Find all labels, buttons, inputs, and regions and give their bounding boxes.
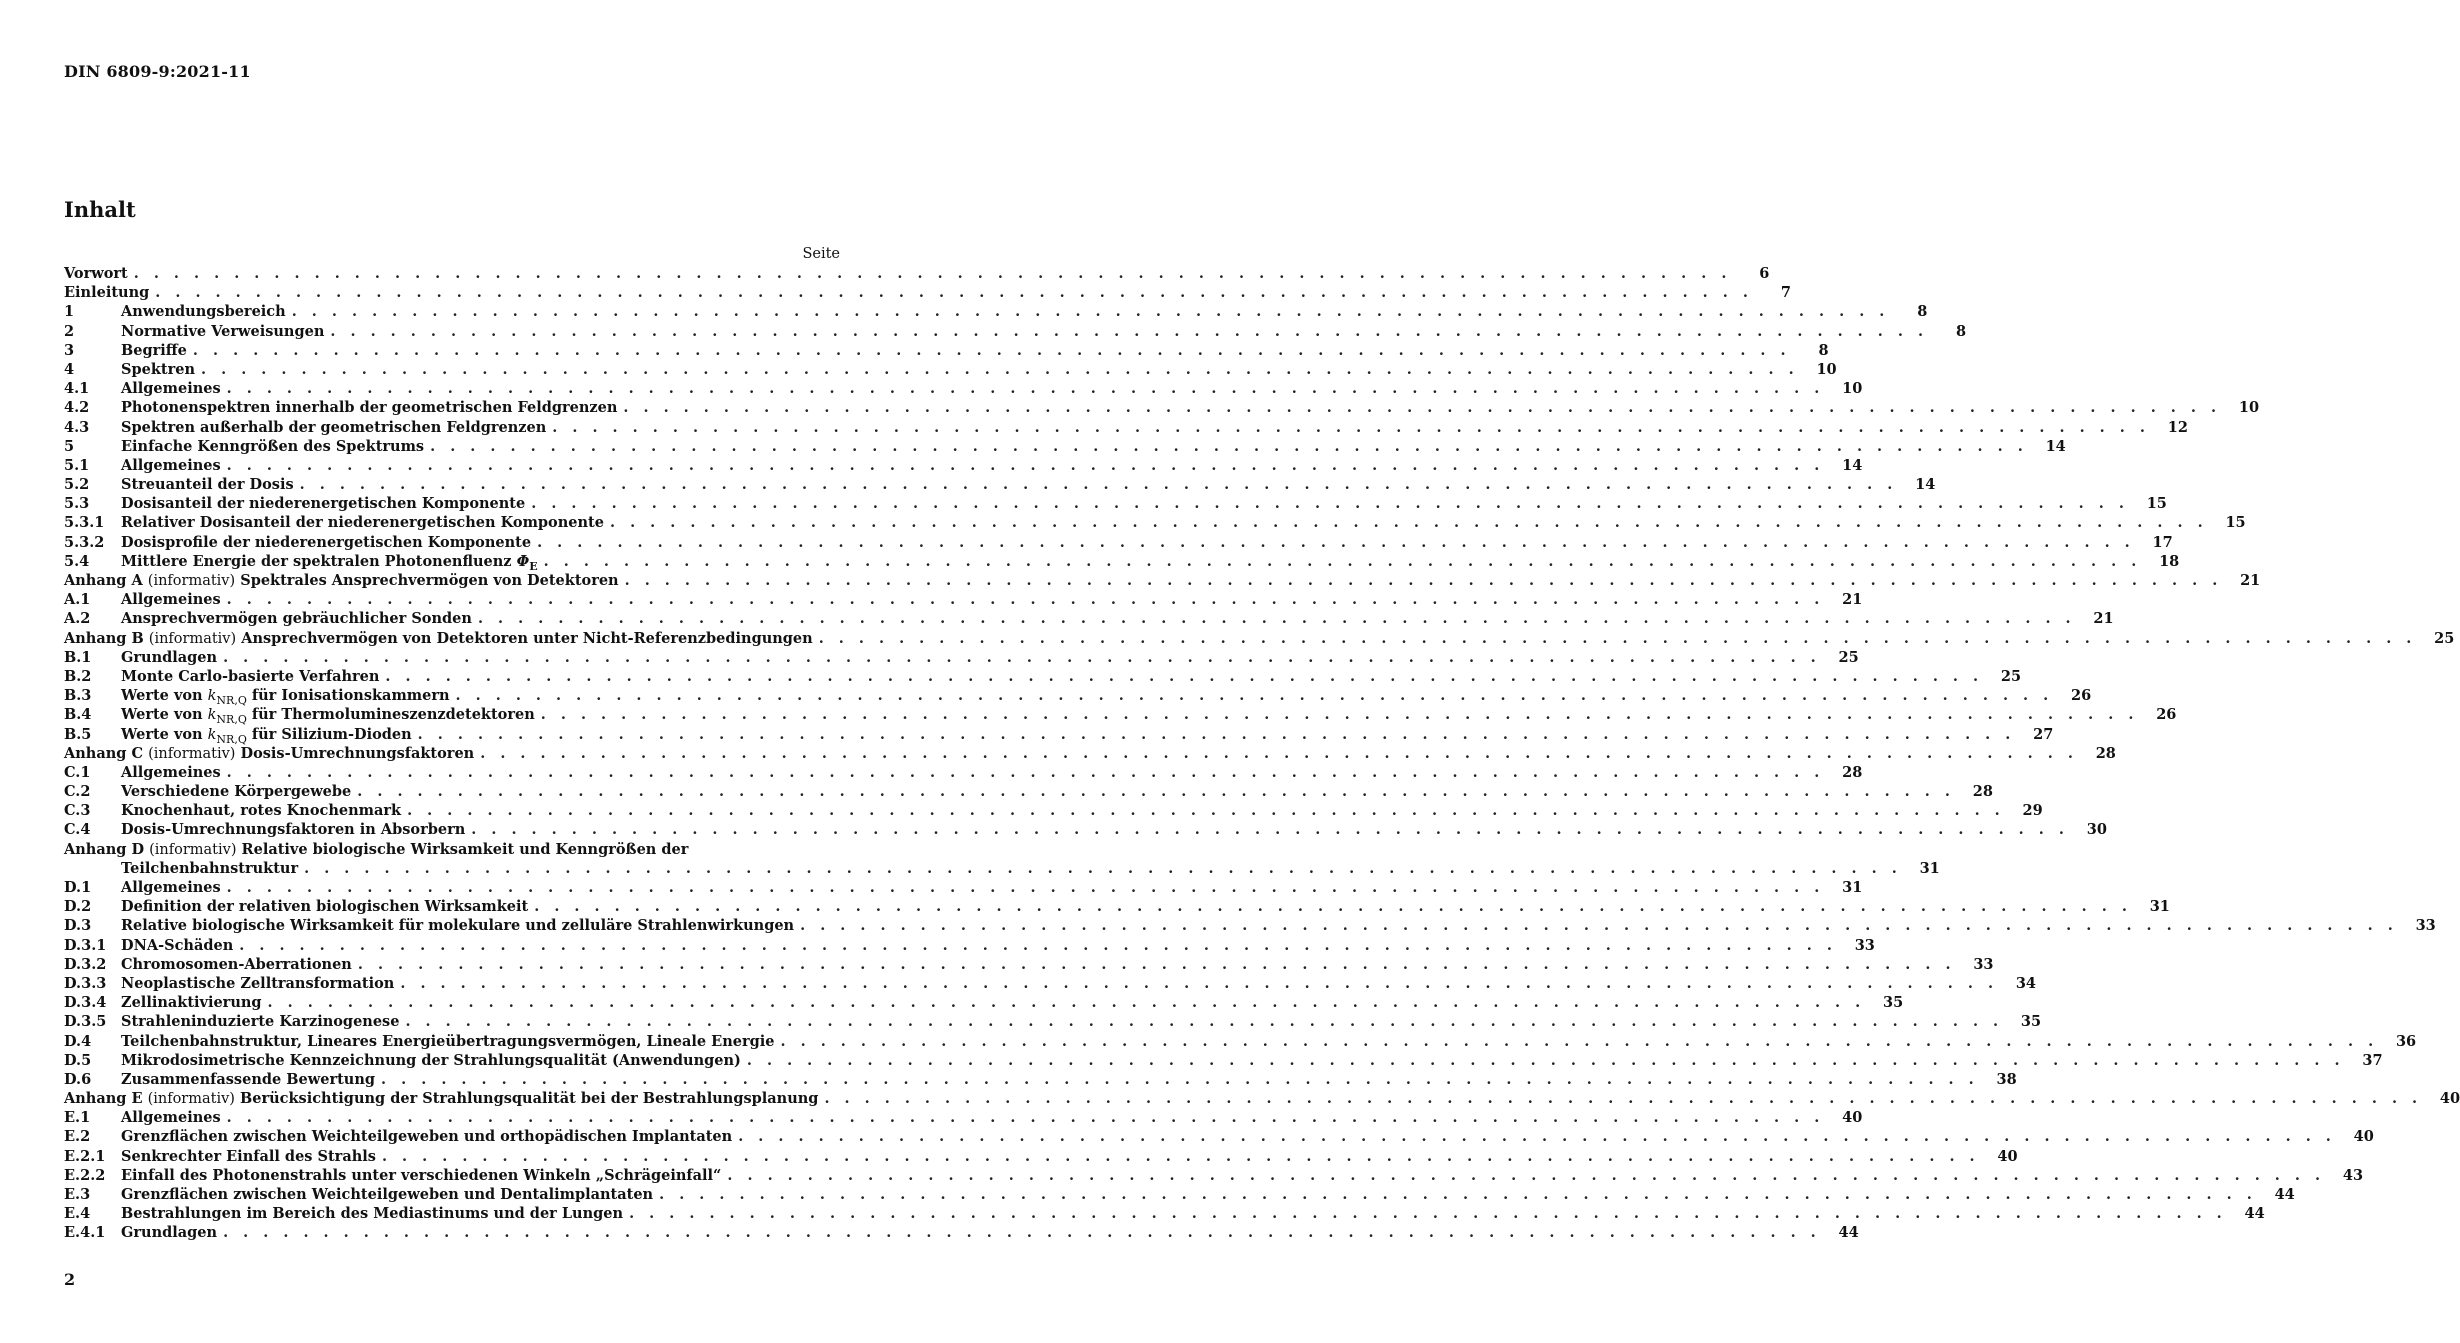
toc-page-number: 40 (1997, 1147, 2018, 1165)
annex-informativ: (informativ) (149, 841, 237, 858)
toc-entry[interactable] (64, 897, 2170, 916)
toc-entry-title (64, 571, 619, 591)
toc-entry-title: Begriffe (121, 341, 187, 359)
toc-entry-number: D.3.2 (64, 955, 107, 973)
toc-page-number: 26 (2156, 706, 2177, 724)
toc-entry-title: Vorwort (64, 265, 128, 282)
toc-entry-number: E.2.2 (64, 1166, 106, 1184)
toc-entry[interactable] (64, 763, 1863, 782)
toc-entry[interactable] (64, 322, 1967, 341)
toc-entry-title: Grundlagen (121, 648, 218, 666)
toc-entry[interactable] (64, 993, 1904, 1012)
toc-page-number: 15 (2225, 514, 2246, 532)
annex-informativ: (informativ) (147, 1091, 235, 1108)
toc-entry-number: B.5 (64, 725, 92, 743)
toc-page-number: 17 (2152, 533, 2173, 551)
toc-entry[interactable] (64, 955, 1994, 974)
toc-entry-number: D.3.5 (64, 1013, 107, 1031)
toc-entry-title: Grenzflächen zwischen Weichteilgeweben und orthopädischen Implantaten (121, 1128, 733, 1146)
toc-page-number: 31 (2149, 898, 2170, 916)
toc-entry-title: Senkrechter Einfall des Strahls (121, 1147, 376, 1165)
title-suffix: für Ionisationskammern (246, 687, 450, 705)
toc-page-number: 44 (2274, 1186, 2295, 1203)
document-id: DIN 6809-9:2021-11 (64, 62, 251, 81)
toc-entry[interactable] (64, 418, 2188, 437)
leader-dots: . . . . . . . . . . . . . . . . . . . . . . . . . . . . . . . . . . . . . . . . . . . . . . . . . . . . . . . . . . . . . . . . . . . . . . . . . . . . . . . . (477, 610, 2076, 628)
toc-entry[interactable] (64, 1185, 2295, 1204)
toc-entry-number: 5.3.1 (64, 514, 105, 532)
toc-entry-title (64, 744, 474, 764)
toc-entry-number: B.2 (64, 667, 92, 685)
leader-dots: . . . . . . . . . . . . . . . . . . . . . . . . . . . . . . . . . . . . . . . . . . . . . . . . . . . . . . . . . . . . . . . . . . . . . . . . . . . . . . . . (629, 1205, 2227, 1223)
toc-entry-number: C.1 (64, 763, 91, 781)
toc-page-number: 14 (1842, 456, 1863, 474)
toc-page-number: 26 (2071, 687, 2092, 705)
toc-entry-continuation[interactable] (64, 859, 1940, 878)
toc-entry-number: D.3.4 (64, 994, 107, 1012)
title-text: Mittlere Energie der spektralen Photonenfluenz (121, 552, 517, 570)
k-symbol: k (207, 707, 217, 724)
table-of-contents (64, 264, 2460, 1243)
k-subscript: NR,Q (216, 713, 247, 727)
leader-dots: . . . . . . . . . . . . . . . . . . . . . . . . . . . . . . . . . . . . . . . . . . . . . . . . . . . . . . . . . . . . . . . . . . . . . . . . . . . . . . . . (818, 629, 2417, 647)
annex-label: Anhang C (64, 744, 143, 762)
leader-dots: . . . . . . . . . . . . . . . . . . . . . . . . . . . . . . . . . . . . . . . . . . . . . . . . . . . . . . . . . . . . . . . . . . . . . . . . . . . . . . . . (400, 974, 1998, 992)
toc-entry[interactable] (64, 974, 2036, 993)
leader-dots: . . . . . . . . . . . . . . . . . . . . . . . . . . . . . . . . . . . . . . . . . . . . . . . . . . . . . . . . . . . . . . . . . . . . . . . . . . . . . . . . (385, 667, 1984, 685)
leader-dots: . . . . . . . . . . . . . . . . . . . . . . . . . . . . . . . . . . . . . . . . . . . . . . . . . . . . . . . . . . . . . . . . . . . . . . . . . . . . . . . . (381, 1147, 1980, 1165)
toc-entry-title: Einfall des Photonenstrahls unter verschiedenen Winkeln „Schrägeinfall“ (121, 1166, 722, 1184)
toc-page-number: 37 (2362, 1051, 2383, 1069)
toc-entry-title: Mikrodosimetrische Kennzeichnung der Strahlungsqualität (Anwendungen) (121, 1051, 741, 1069)
toc-entry[interactable] (64, 283, 1791, 302)
toc-entry[interactable] (64, 878, 1863, 897)
toc-entry-number: D.4 (64, 1032, 92, 1050)
toc-entry-number: 3 (64, 341, 75, 359)
toc-entry-title: Allgemeines (121, 763, 221, 781)
toc-page-number: 28 (1842, 763, 1863, 781)
leader-dots: . . . . . . . . . . . . . . . . . . . . . . . . . . . . . . . . . . . . . . . . . . . . . . . . . . . . . . . . . . . . . . . . . . . . . . . . . . . . . . . . (800, 917, 2398, 935)
toc-entry-number: E.3 (64, 1186, 91, 1203)
toc-entry-title: Knochenhaut, rotes Knochenmark (121, 802, 402, 820)
toc-entry[interactable] (64, 590, 1863, 609)
toc-entry[interactable] (64, 686, 2092, 708)
toc-page-number: 30 (2086, 821, 2107, 839)
toc-page-number: 43 (2342, 1166, 2364, 1184)
toc-entry-title: Allgemeines (121, 879, 221, 896)
toc-entry-number: B.4 (64, 706, 92, 724)
leader-dots: . . . . . . . . . . . . . . . . . . . . . . . . . . . . . . . . . . . . . . . . . . . . . . . . . . . . . . . . . . . . . . . . . . . . . . . . . . . . . . . . (226, 456, 1825, 474)
toc-entry-number: E.2 (64, 1128, 91, 1146)
toc-page-number: 31 (1842, 879, 1863, 896)
toc-entry[interactable] (64, 1032, 2417, 1051)
toc-page-number: 44 (2244, 1205, 2265, 1223)
leader-dots: . . . . . . . . . . . . . . . . . . . . . . . . . . . . . . . . . . . . . . . . . . . . . . . . . . . . . . . . . . . . . . . . . . . . . . . . . . . . . . . . (239, 936, 1837, 954)
leader-dots: . . . . . . . . . . . . . . . . . . . . . . . . . . . . . . . . . . . . . . . . . . . . . . . . . . . . . . . . . . . . . . . . . . . . . . . . . . . . . . . . (471, 821, 2069, 839)
toc-page-number: 21 (2093, 610, 2114, 628)
toc-entry-number: D.3.1 (64, 936, 107, 954)
toc-entry[interactable] (64, 629, 2455, 648)
toc-entry-title: Relativer Dosisanteil der niederenergetischen Komponente (121, 514, 604, 532)
toc-page-number: 35 (2020, 1013, 2042, 1031)
leader-dots: . . . . . . . . . . . . . . . . . . . . . . . . . . . . . . . . . . . . . . . . . . . . . . . . . . . . . . . . . . . . . . . . . . . . . . . . . . . . . . . . (192, 341, 1791, 359)
toc-entry-title (64, 629, 813, 649)
leader-dots: . . . . . . . . . . . . . . . . . . . . . . . . . . . . . . . . . . . . . . . . . . . . . . . . . . . . . . . . . . . . . . . . . . . . . . . . . . . . . . . . (226, 879, 1825, 896)
leader-dots: . . . . . . . . . . . . . . . . . . . . . . . . . . . . . . . . . . . . . . . . . . . . . . . . . . . . . . . . . . . . . . . . . . . . . . . . . . . . . . . . (480, 744, 2078, 762)
toc-entry-title (64, 1089, 818, 1109)
toc-entry-number: E.1 (64, 1109, 91, 1127)
toc-page-number: 44 (1838, 1224, 1859, 1242)
leader-dots: . . . . . . . . . . . . . . . . . . . . . . . . . . . . . . . . . . . . . . . . . . . . . . . . . . . . . . . . . . . . . . . . . . . . . . . . . . . . . . . . (330, 322, 1929, 340)
leader-dots: . . . . . . . . . . . . . . . . . . . . . . . . . . . . . . . . . . . . . . . . . . . . . . . . . . . . . . . . . . . . . . . . . . . . . . . . . . . . . . . . (357, 783, 1955, 801)
toc-entry-title: Chromosomen-Aberrationen (121, 955, 352, 973)
toc-page-number: 6 (1759, 265, 1770, 282)
toc-page-number: 28 (1972, 783, 1993, 801)
k-symbol: k (207, 688, 217, 705)
toc-entry-title: Allgemeines (121, 1109, 221, 1127)
toc-entry[interactable] (64, 475, 1936, 494)
toc-page-number: 33 (1854, 936, 1875, 954)
leader-dots: . . . . . . . . . . . . . . . . . . . . . . . . . . . . . . . . . . . . . . . . . . . . . . . . . . . . . . . . . . . . . . . . . . . . . . . . . . . . . . . . (824, 1090, 2423, 1108)
toc-page-number: 10 (2238, 399, 2260, 417)
toc-entry-number: 4.2 (64, 399, 90, 417)
toc-entry-title: Allgemeines (121, 380, 221, 398)
annex-label: Anhang D (64, 840, 145, 858)
page-number: 2 (64, 1270, 76, 1289)
leader-dots: . . . . . . . . . . . . . . . . . . . . . . . . . . . . . . . . . . . . . . . . . . . . . . . . . . . . . . . . . . . . . . . . . . . . . . . . . . . . . . . . (405, 1013, 2004, 1031)
leader-dots: . . . . . . . . . . . . . . . . . . . . . . . . . . . . . . . . . . . . . . . . . . . . . . . . . . . . . . . . . . . . . . . . . . . . . . . . . . . . . . . . (746, 1051, 2345, 1069)
toc-entry[interactable] (64, 341, 1829, 360)
toc-entry-title: Dosisprofile der niederenergetischen Komponente (121, 533, 532, 551)
toc-page-number: 35 (1883, 994, 1904, 1012)
toc-entry-number: C.2 (64, 783, 91, 801)
seite-label: Seite (802, 246, 840, 262)
phi-symbol: Φ (516, 552, 530, 570)
toc-entry-title: Einfache Kenngrößen des Spektrums (121, 437, 425, 455)
toc-page-number: 10 (1842, 380, 1863, 398)
toc-entry-title: Verschiedene Körpergewebe (121, 783, 352, 801)
toc-entry-title: Dosis-Umrechnungsfaktoren in Absorbern (121, 821, 466, 839)
annex-label: Anhang A (64, 572, 143, 589)
annex-label: Anhang B (64, 629, 144, 647)
toc-page-number: 15 (2146, 495, 2167, 513)
toc-entry-number: C.4 (64, 821, 91, 839)
k-symbol: k (207, 726, 217, 743)
toc-entry-title: Spektren außerhalb der geometrischen Feldgrenzen (121, 418, 547, 436)
leader-dots: . . . . . . . . . . . . . . . . . . . . . . . . . . . . . . . . . . . . . . . . . . . . . . . . . . . . . . . . . . . . . . . . . . . . . . . . . . . . . . . . (223, 648, 1821, 666)
toc-entry-title: Grenzflächen zwischen Weichteilgeweben und Dentalimplantaten (121, 1186, 654, 1203)
toc-entry[interactable] (64, 801, 2043, 820)
toc-entry[interactable] (64, 1127, 2374, 1146)
toc-entry[interactable] (64, 1204, 2265, 1223)
toc-entry-title: Normative Verweisungen (121, 322, 325, 340)
toc-entry-number: E.4 (64, 1205, 91, 1223)
toc-entry-title: Teilchenbahnstruktur, Lineares Energieübertragungsvermögen, Lineale Energie (121, 1032, 775, 1050)
toc-entry-number: A.1 (64, 591, 91, 609)
toc-entry-title: Dosisanteil der niederenergetischen Komponente (121, 495, 526, 513)
toc-entry[interactable] (64, 571, 2261, 590)
toc-entry-title: Grundlagen (121, 1224, 218, 1242)
k-subscript: NR,Q (216, 694, 247, 708)
toc-entry[interactable] (64, 456, 1863, 475)
toc-page-number: 8 (1818, 341, 1829, 359)
toc-page-number: 36 (2395, 1032, 2417, 1050)
toc-page-number: 10 (1816, 360, 1837, 378)
annex-title: Relative biologische Wirksamkeit und Kenngrößen der (241, 840, 689, 858)
toc-entry-title: Neoplastische Zelltransformation (121, 974, 395, 992)
leader-dots: . . . . . . . . . . . . . . . . . . . . . . . . . . . . . . . . . . . . . . . . . . . . . . . . . . . . . . . . . . . . . . . . . . . . . . . . . . . . . . . . (540, 706, 2139, 724)
toc-entry-title: Monte Carlo-basierte Verfahren (121, 667, 380, 685)
toc-entry-title: Photonenspektren innerhalb der geometrischen Feldgrenzen (121, 399, 618, 417)
phi-subscript: E (529, 559, 538, 573)
toc-entry-title: Definition der relativen biologischen Wirksamkeit (121, 898, 529, 916)
toc-entry[interactable] (64, 705, 2177, 727)
leader-dots: . . . . . . . . . . . . . . . . . . . . . . . . . . . . . . . . . . . . . . . . . . . . . . . . . . . . . . . . . . . . . . . . . . . . . . . . . . . . . . . . (381, 1070, 1979, 1088)
toc-entry[interactable] (64, 1166, 2364, 1185)
toc-page-number: 14 (2045, 437, 2066, 455)
toc-page-number: 8 (1917, 303, 1928, 321)
toc-page-number: 8 (1955, 322, 1967, 340)
toc-entry-number: D.5 (64, 1051, 92, 1069)
toc-entry-title: Allgemeines (121, 591, 221, 609)
toc-page-number: 18 (2159, 552, 2180, 570)
toc-entry-title (64, 840, 688, 860)
toc-entry-number: D.1 (64, 879, 92, 896)
leader-dots: . . . . . . . . . . . . . . . . . . . . . . . . . . . . . . . . . . . . . . . . . . . . . . . . . . . . . . . . . . . . . . . . . . . . . . . . . . . . . . . . (430, 437, 2028, 455)
toc-entry[interactable] (64, 513, 2246, 532)
toc-entry[interactable] (64, 533, 2173, 552)
leader-dots: . . . . . . . . . . . . . . . . . . . . . . . . . . . . . . . . . . . . . . . . . . . . . . . . . . . . . . . . . . . . . . . . . . . . . . . . . . . . . . . . (659, 1186, 2257, 1203)
leader-dots: . . . . . . . . . . . . . . . . . . . . . . . . . . . . . . . . . . . . . . . . . . . . . . . . . . . . . . . . . . . . . . . . . . . . . . . . . . . . . . . . (357, 955, 1956, 973)
toc-entry[interactable] (64, 936, 1875, 955)
annex-label: Anhang E (64, 1090, 143, 1108)
toc-entry-number: 1 (64, 303, 75, 321)
toc-entry-title: Bestrahlungen im Bereich des Mediastinums und der Lungen (121, 1205, 624, 1223)
annex-title: Berücksichtigung der Strahlungsqualität bei der Bestrahlungsplanung (240, 1090, 819, 1108)
leader-dots: . . . . . . . . . . . . . . . . . . . . . . . . . . . . . . . . . . . . . . . . . . . . . . . . . . . . . . . . . . . . . . . . . . . . . . . . . . . . . . . . (407, 802, 2005, 820)
leader-dots: . . . . . . . . . . . . . . . . . . . . . . . . . . . . . . . . . . . . . . . . . . . . . . . . . . . . . . . . . . . . . . . . . . . . . . . . . . . . . . . . (133, 265, 1732, 282)
title-prefix: Werte von (121, 725, 208, 743)
toc-entry-number: A.2 (64, 610, 91, 628)
title-suffix: für Silizium-Dioden (246, 725, 412, 743)
toc-entry[interactable] (64, 1147, 2018, 1166)
leader-dots: . . . . . . . . . . . . . . . . . . . . . . . . . . . . . . . . . . . . . . . . . . . . . . . . . . . . . . . . . . . . . . . . . . . . . . . . . . . . . . . . (537, 533, 2135, 551)
toc-page-number: 33 (2415, 917, 2436, 935)
toc-entry-number: D.3 (64, 917, 92, 935)
annex-title: Dosis-Umrechnungsfaktoren (240, 744, 475, 762)
toc-entry[interactable] (64, 552, 2180, 573)
toc-entry-number: 5.3.2 (64, 533, 105, 551)
leader-dots: . . . . . . . . . . . . . . . . . . . . . . . . . . . . . . . . . . . . . . . . . . . . . . . . . . . . . . . . . . . . . . . . . . . . . . . . . . . . . . . . (226, 591, 1825, 609)
toc-entry-number: 4.3 (64, 418, 90, 436)
toc-entry-number: 5 (64, 437, 75, 455)
leader-dots: . . . . . . . . . . . . . . . . . . . . . . . . . . . . . . . . . . . . . . . . . . . . . . . . . . . . . . . . . . . . . . . . . . . . . . . . . . . . . . . . (417, 725, 2016, 743)
toc-page-number: 29 (2022, 802, 2043, 820)
toc-entry[interactable] (64, 1051, 2383, 1070)
toc-entry-number: 5.1 (64, 456, 90, 474)
toc-page-number: 34 (2015, 974, 2036, 992)
toc-entry[interactable] (64, 1108, 1863, 1127)
toc-entry[interactable] (64, 916, 2436, 935)
toc-page-number: 33 (1973, 955, 1994, 973)
toc-page-number: 25 (2000, 667, 2022, 685)
toc-entry-number: E.4.1 (64, 1224, 106, 1242)
toc-entry[interactable] (64, 782, 1993, 801)
toc-entry[interactable] (64, 1070, 2017, 1089)
toc-entry[interactable] (64, 360, 1837, 379)
toc-entry-title: Teilchenbahnstruktur (121, 859, 299, 877)
leader-dots: . . . . . . . . . . . . . . . . . . . . . . . . . . . . . . . . . . . . . . . . . . . . . . . . . . . . . . . . . . . . . . . . . . . . . . . . . . . . . . . . (534, 898, 2132, 916)
toc-entry[interactable] (64, 437, 2066, 456)
toc-page-number: 27 (2033, 725, 2054, 743)
toc-entry-title: DNA-Schäden (121, 936, 234, 954)
toc-entry-number: 5.3 (64, 495, 90, 513)
toc-entry[interactable] (64, 1223, 1859, 1242)
toc-page-number: 12 (2167, 418, 2188, 436)
title-prefix: Werte von (121, 706, 208, 724)
leader-dots: . . . . . . . . . . . . . . . . . . . . . . . . . . . . . . . . . . . . . . . . . . . . . . . . . . . . . . . . . . . . . . . . . . . . . . . . . . . . . . . . (552, 418, 2150, 436)
toc-entry[interactable] (64, 302, 1928, 321)
toc-entry-title: Einleitung (64, 284, 150, 302)
toc-entry[interactable] (64, 398, 2260, 417)
leader-dots: . . . . . . . . . . . . . . . . . . . . . . . . . . . . . . . . . . . . . . . . . . . . . . . . . . . . . . . . . . . . . . . . . . . . . . . . . . . . . . . . (531, 495, 2129, 513)
annex-informativ: (informativ) (148, 745, 236, 762)
leader-dots: . . . . . . . . . . . . . . . . . . . . . . . . . . . . . . . . . . . . . . . . . . . . . . . . . . . . . . . . . . . . . . . . . . . . . . . . . . . . . . . . (226, 763, 1825, 781)
toc-entry-title: Relative biologische Wirksamkeit für molekulare und zelluläre Strahlenwirkungen (121, 917, 795, 935)
toc-entry[interactable] (64, 379, 1863, 398)
toc-entry-number: 5.2 (64, 476, 90, 494)
toc-entry-title: Anwendungsbereich (121, 303, 286, 321)
toc-entry[interactable] (64, 264, 1770, 283)
toc-entry-number: B.3 (64, 687, 92, 705)
leader-dots: . . . . . . . . . . . . . . . . . . . . . . . . . . . . . . . . . . . . . . . . . . . . . . . . . . . . . . . . . . . . . . . . . . . . . . . . . . . . . . . . (226, 380, 1825, 398)
toc-entry[interactable] (64, 1089, 2460, 1108)
toc-entry-number: 4.1 (64, 380, 90, 398)
toc-page-number: 31 (1919, 859, 1940, 877)
leader-dots: . . . . . . . . . . . . . . . . . . . . . . . . . . . . . . . . . . . . . . . . . . . . . . . . . . . . . . . . . . . . . . . . . . . . . . . . . . . . . . . . (223, 1224, 1821, 1242)
toc-page-number: 25 (1838, 648, 1859, 666)
annex-title: Ansprechvermögen von Detektoren unter Nicht-Referenzbedingungen (241, 629, 813, 647)
toc-page-number: 40 (2439, 1090, 2460, 1108)
toc-entry-title: Allgemeines (121, 456, 221, 474)
page-title: Inhalt (64, 197, 136, 222)
leader-dots: . . . . . . . . . . . . . . . . . . . . . . . . . . . . . . . . . . . . . . . . . . . . . . . . . . . . . . . . . . . . . . . . . . . . . . . . . . . . . . . . (727, 1166, 2326, 1184)
toc-entry-title: Strahleninduzierte Karzinogenese (121, 1013, 400, 1031)
toc-page-number: 40 (2353, 1128, 2374, 1146)
annex-title: Spektrales Ansprechvermögen von Detektoren (240, 572, 619, 589)
leader-dots: . . . . . . . . . . . . . . . . . . . . . . . . . . . . . . . . . . . . . . . . . . . . . . . . . . . . . . . . . . . . . . . . . . . . . . . . . . . . . . . . (226, 1109, 1825, 1127)
leader-dots: . . . . . . . . . . . . . . . . . . . . . . . . . . . . . . . . . . . . . . . . . . . . . . . . . . . . . . . . . . . . . . . . . . . . . . . . . . . . . . . . (609, 514, 2208, 532)
toc-entry-title: Streuanteil der Dosis (121, 476, 294, 494)
toc-entry-title: Spektren (121, 360, 195, 378)
toc-page-number: 40 (1842, 1109, 1863, 1127)
toc-entry[interactable] (64, 744, 2116, 763)
toc-entry-number: 2 (64, 322, 75, 340)
toc-page-number: 21 (2240, 572, 2261, 589)
toc-entry[interactable] (64, 840, 841, 859)
toc-entry-title: Ansprechvermögen gebräuchlicher Sonden (121, 610, 472, 628)
toc-entry-title: Zusammenfassende Bewertung (121, 1070, 376, 1088)
leader-dots: . . . . . . . . . . . . . . . . . . . . . . . . . . . . . . . . . . . . . . . . . . . . . . . . . . . . . . . . . . . . . . . . . . . . . . . . . . . . . . . . (304, 859, 1902, 877)
toc-page-number: 14 (1915, 476, 1936, 494)
toc-entry[interactable] (64, 667, 2022, 686)
leader-dots: . . . . . . . . . . . . . . . . . . . . . . . . . . . . . . . . . . . . . . . . . . . . . . . . . . . . . . . . . . . . . . . . . . . . . . . . . . . . . . . . (201, 360, 1799, 378)
toc-entry-number: B.1 (64, 648, 92, 666)
annex-informativ: (informativ) (148, 630, 237, 647)
toc-entry-number: D.2 (64, 898, 92, 916)
toc-page-number: 25 (2434, 629, 2455, 647)
leader-dots: . . . . . . . . . . . . . . . . . . . . . . . . . . . . . . . . . . . . . . . . . . . . . . . . . . . . . . . . . . . . . . . . . . . . . . . . . . . . . . . . (455, 687, 2054, 705)
toc-page-number: 28 (2095, 744, 2116, 762)
toc-entry[interactable] (64, 1012, 2042, 1031)
toc-entry-number: E.2.1 (64, 1147, 106, 1165)
toc-page-number: 38 (1996, 1070, 2017, 1088)
toc-entry[interactable] (64, 494, 2167, 513)
toc-entry-number: D.3.3 (64, 974, 107, 992)
toc-entry[interactable] (64, 648, 1859, 667)
toc-entry-number: 5.4 (64, 552, 90, 570)
toc-entry-number: C.3 (64, 802, 91, 820)
k-subscript: NR,Q (216, 732, 247, 746)
leader-dots: . . . . . . . . . . . . . . . . . . . . . . . . . . . . . . . . . . . . . . . . . . . . . . . . . . . . . . . . . . . . . . . . . . . . . . . . . . . . . . . . (624, 572, 2223, 589)
toc-entry[interactable] (64, 725, 2054, 746)
annex-informativ: (informativ) (147, 573, 236, 589)
toc-entry-number: 4 (64, 360, 75, 378)
title-prefix: Werte von (121, 687, 208, 705)
toc-entry[interactable] (64, 609, 2114, 628)
leader-dots: . . . . . . . . . . . . . . . . . . . . . . . . . . . . . . . . . . . . . . . . . . . . . . . . . . . . . . . . . . . . . . . . . . . . . . . . . . . . . . . . (543, 552, 2142, 570)
toc-entry-title: Zellinaktivierung (121, 994, 262, 1012)
title-suffix: für Thermolumineszenzdetektoren (246, 706, 535, 724)
toc-page-number: 21 (1842, 591, 1863, 609)
leader-dots: . . . . . . . . . . . . . . . . . . . . . . . . . . . . . . . . . . . . . . . . . . . . . . . . . . . . . . . . . . . . . . . . . . . . . . . . . . . . . . . . (623, 399, 2222, 417)
leader-dots: . . . . . . . . . . . . . . . . . . . . . . . . . . . . . . . . . . . . . . . . . . . . . . . . . . . . . . . . . . . . . . . . . . . . . . . . . . . . . . . . (780, 1032, 2379, 1050)
toc-entry[interactable] (64, 820, 2107, 839)
leader-dots: . . . . . . . . . . . . . . . . . . . . . . . . . . . . . . . . . . . . . . . . . . . . . . . . . . . . . . . . . . . . . . . . . . . . . . . . . . . . . . . . (299, 476, 1898, 494)
leader-dots: . . . . . . . . . . . . . . . . . . . . . . . . . . . . . . . . . . . . . . . . . . . . . . . . . . . . . . . . . . . . . . . . . . . . . . . . . . . . . . . . (155, 284, 1753, 302)
leader-dots: . . . . . . . . . . . . . . . . . . . . . . . . . . . . . . . . . . . . . . . . . . . . . . . . . . . . . . . . . . . . . . . . . . . . . . . . . . . . . . . . (291, 303, 1890, 321)
leader-dots: . . . . . . . . . . . . . . . . . . . . . . . . . . . . . . . . . . . . . . . . . . . . . . . . . . . . . . . . . . . . . . . . . . . . . . . . . . . . . . . . (267, 994, 1866, 1012)
toc-entry-number: D.6 (64, 1070, 92, 1088)
leader-dots: . . . . . . . . . . . . . . . . . . . . . . . . . . . . . . . . . . . . . . . . . . . . . . . . . . . . . . . . . . . . . . . . . . . . . . . . . . . . . . . . (738, 1128, 2336, 1146)
toc-page-number: 7 (1780, 284, 1791, 302)
